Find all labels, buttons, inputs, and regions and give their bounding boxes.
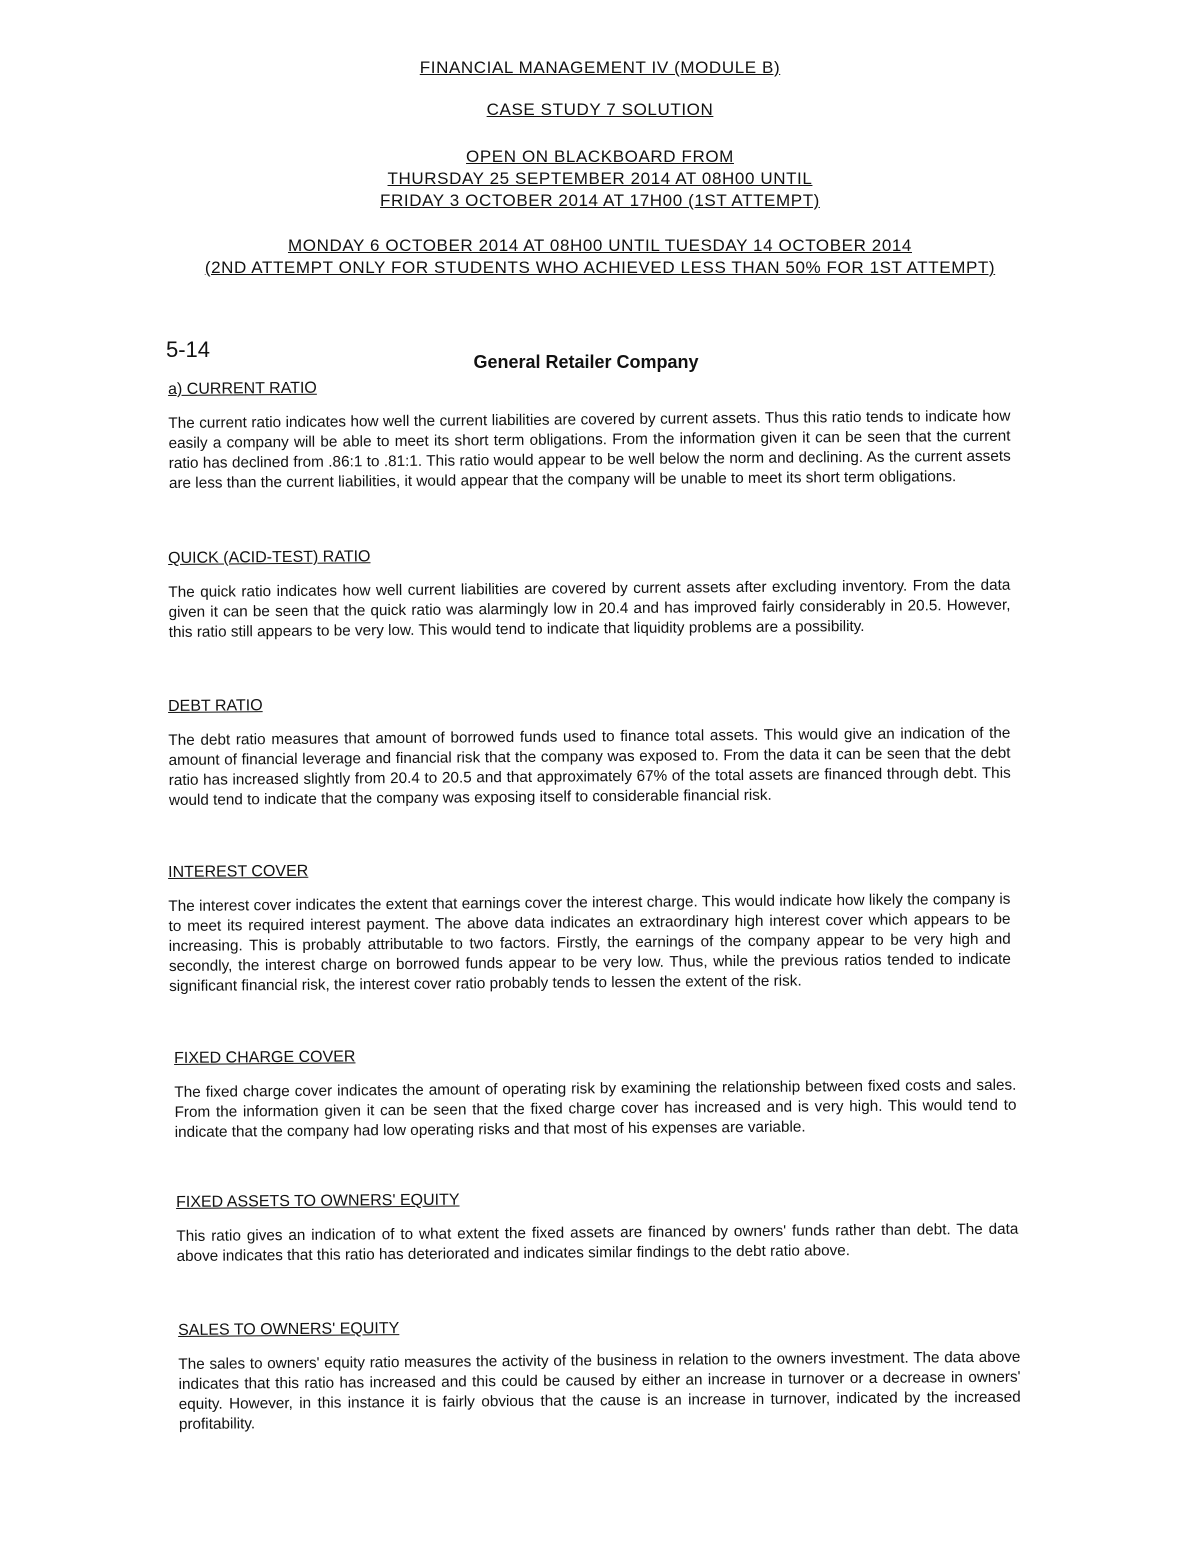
section-debt-ratio	[168, 690, 1011, 811]
course-title: FINANCIAL MANAGEMENT IV (MODULE B)	[419, 58, 781, 77]
section-quick-ratio	[168, 542, 1011, 643]
case-study-title: CASE STUDY 7 SOLUTION	[486, 100, 714, 119]
section-body: This ratio gives an indication of to what extent the fixed assets are financed by owners' funds rather than debt. The data above indicates that this ratio has deteriorated and indicates similar findings to the debt ratio above.	[176, 1220, 1019, 1265]
section-body: The debt ratio measures that amount of borrowed funds used to finance total assets. This would give an indication of the amount of financial leverage and financial risk that the company was exposed to. From the data it can be seen that the debt ratio has increased slightly from 20.4 to 20.5 and that approximately 67% of the total assets are financed through debt. This would tend to indicate that the company was exposing itself to considerable financial risk.	[168, 724, 1011, 809]
section-body: The fixed charge cover indicates the amount of operating risk by examining the relationship between fixed costs and sales. From the information given it can be seen that the fixed charge cover has increased and is very high. This would tend to indicate that the company had low operating risks and that most of his expenses are variable.	[174, 1076, 1017, 1141]
section-heading: INTEREST COVER	[168, 862, 309, 881]
open-line-2: THURSDAY 25 SEPTEMBER 2014 AT 08H00 UNTIL	[387, 169, 813, 188]
section-body: The quick ratio indicates how well current liabilities are covered by current assets after excluding inventory. From the data given it can be seen that the quick ratio was alarmingly low in 20.4 and has improved fairly considerably in 20.5. However, this ratio still appears to be very low. This would tend to indicate that liquidity problems are a possibility.	[168, 576, 1011, 641]
section-body: The current ratio indicates how well the current liabilities are covered by current assets. Thus this ratio tends to indicate how easily a company will be able to meet its short term obligations. From the information given it can be seen that the current ratio has declined from .86:1 to .81:1. This ratio would appear to be well below the norm and declining. As the current assets are less than the current liabilities, it would appear that the company will be unable to meet its short term obligations.	[168, 407, 1011, 492]
section-heading: FIXED CHARGE COVER	[174, 1048, 356, 1067]
open-line-1: OPEN ON BLACKBOARD FROM	[466, 147, 734, 166]
section-fixed-charge-cover	[174, 1042, 1017, 1143]
second-attempt-line-1: MONDAY 6 OCTOBER 2014 AT 08H00 UNTIL TUESDAY 14 OCTOBER 2014	[287, 236, 912, 255]
section-body: The sales to owners' equity ratio measures the activity of the business in relation to the owners investment. The data above indicates that this ratio has increased and this could be caused by either an increase in turnover or a decrease in owners' equity. However, in this instance it is fairly obvious that the cause is an increase in turnover, indicated by the increased profitability.	[178, 1348, 1021, 1433]
problem-number: 5-14	[166, 337, 211, 362]
open-line-3: FRIDAY 3 OCTOBER 2014 AT 17H00 (1ST ATTEMPT)	[380, 191, 820, 210]
section-heading: QUICK (ACID-TEST) RATIO	[168, 548, 371, 567]
section-interest-cover	[168, 856, 1011, 997]
section-fixed-assets-to-owners-equity	[176, 1186, 1019, 1267]
section-sales-to-owners-equity	[178, 1314, 1021, 1435]
section-body: The interest cover indicates the extent that earnings cover the interest charge. This would indicate how likely the company is to meet its required interest payment. The above data indicates an extraordinary high interest cover which appears to be increasing. This is probably attributable to two factors. Firstly, the earnings of the company appear to be very high and secondly, the interest charge on borrowed funds appear to be very low. Thus, while the previous ratios tended to indicate significant financial risk, the interest cover ratio probably tends to lessen the extent of the risk.	[168, 890, 1011, 995]
second-attempt-line-2: (2ND ATTEMPT ONLY FOR STUDENTS WHO ACHIEVED LESS THAN 50% FOR 1ST ATTEMPT)	[204, 258, 996, 277]
section-heading: FIXED ASSETS TO OWNERS' EQUITY	[176, 1191, 460, 1211]
section-heading: SALES TO OWNERS' EQUITY	[178, 1320, 400, 1339]
company-title: General Retailer Company	[473, 352, 699, 372]
section-heading: a) CURRENT RATIO	[168, 379, 317, 398]
section-heading: DEBT RATIO	[168, 697, 263, 715]
section-current-ratio	[168, 373, 1011, 494]
